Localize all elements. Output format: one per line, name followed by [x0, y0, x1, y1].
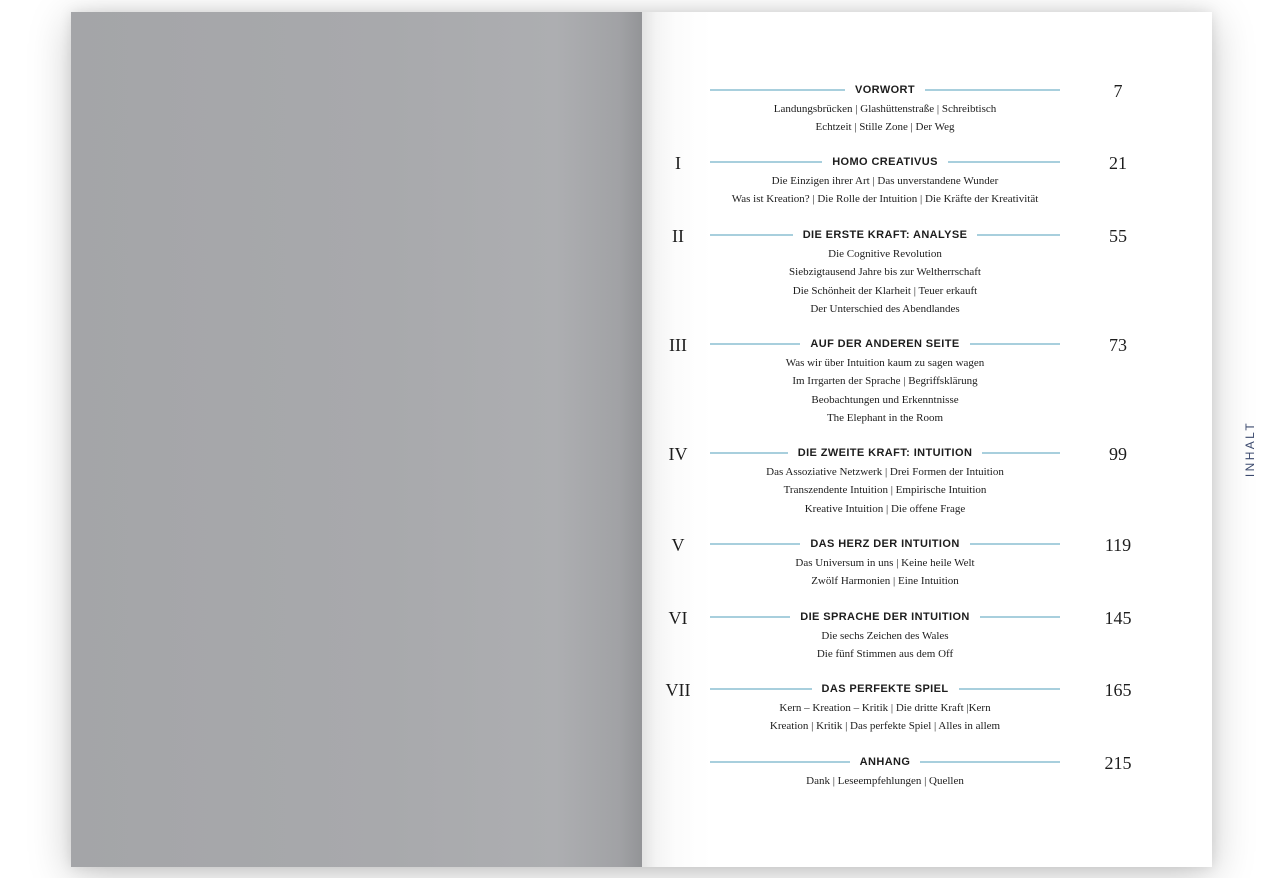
heading-rule-left [710, 343, 800, 345]
heading-rule-left [710, 688, 812, 690]
chapter-sections [710, 463, 1060, 518]
heading-rule-left [710, 761, 850, 763]
section-line: Beobachtungen und Erkenntnisse [811, 393, 959, 406]
section-line: Die Einzigen ihrer Art | Das unverstandene Wunder [771, 175, 999, 187]
chapter-heading [710, 82, 1060, 98]
chapter-title: DAS HERZ DER INTUITION [810, 538, 960, 550]
table-of-contents: VORWORT 7 Landungsbrücken | Glashüttenstraße | Schreibtisch Echtzeit | Stille Zone | Der Weg I HOMO CREATIVUS 21 Die Einzigen ihrer Art | Das unverstandene Wunder Was ist Kreation? | Die Rolle der Intuition | Die Kräfte der Kreativität II DIE ERSTE KRAFT: ANALYSE 55 Die Cognitive Revolution Siebzigtausend Jahre bis zur Weltherrschaft Die Schönheit der Klarheit | Teuer erkauft Der Unterschied des Abendlandes III AUF DER ANDEREN SEITE 73 Was wir über Intuition kaum zu sagen wagen Im Irrgarten der Sprache | Begriffsklärung Beobachtungen und Erkenntnisse The Elephant in the Room IV DIE ZWEITE KRAFT: INTUITION 99 Das Assoziative Netzwerk | Drei Formen der Intuition Transzendente Intuition | Empirische Intuition Kreative Intuition | Die offene Frage V DAS HERZ DER INTUITION 119 Das Universum in uns | Keine heile Welt Zwölf Harmonien | Eine Intuition VI DIE SPRACHE DER INTUITION 145 Die sechs Zeichen des Wales Die fünf Stimmen aus dem Off VII DAS PERFEKTE SPIEL 165 Kern – Kreation – Kritik | Die dritte Kraft |Kern Kreation | Kritik | Das perfekte Spiel | Alles in allem ANHANG 215 Dank | Leseempfehlungen | Quellen [642, 12, 1212, 867]
heading-rule-left [710, 161, 822, 163]
heading-rule-right [980, 616, 1060, 618]
section-line: Die sechs Zeichen des Wales [821, 630, 949, 642]
section-line: Kreation | Kritik | Das perfekte Spiel | Alles in allem [769, 720, 1001, 733]
section-line: Dank | Leseempfehlungen | Quellen [806, 775, 964, 787]
heading-rule-right [982, 452, 1060, 454]
chapter-heading [710, 154, 1060, 170]
section-line: Echtzeit | Stille Zone | Der Weg [815, 121, 955, 134]
section-line: Transzendente Intuition | Empirische Intuition [783, 484, 987, 497]
section-line: Das Universum in uns | Keine heile Welt [795, 557, 975, 569]
chapter-title: VORWORT [854, 84, 916, 96]
section-line: Die Cognitive Revolution [828, 248, 942, 260]
section-line: Das Assoziative Netzwerk | Drei Formen der Intuition [766, 466, 1004, 478]
chapter-heading [710, 536, 1060, 552]
heading-rule-right [977, 234, 1060, 236]
section-line: Was ist Kreation? | Die Rolle der Intuition | Die Kräfte der Kreativität [731, 193, 1039, 206]
chapter-sections [710, 354, 1060, 427]
chapter-sections [710, 772, 1060, 790]
section-line: Landungsbrücken | Glashüttenstraße | Schreibtisch [773, 103, 997, 115]
chapter-sections [710, 554, 1060, 591]
section-line: Zwölf Harmonien | Eine Intuition [811, 575, 959, 588]
heading-rule-left [710, 234, 793, 236]
section-line: Die Schönheit der Klarheit | Teuer erkauft [792, 284, 978, 297]
chapter-title: AUF DER ANDEREN SEITE [810, 338, 960, 350]
heading-rule-right [925, 89, 1060, 91]
chapter-title: DIE ZWEITE KRAFT: INTUITION [797, 447, 973, 459]
chapter-heading [710, 609, 1060, 625]
section-line: Der Unterschied des Abendlandes [810, 302, 960, 315]
section-line: Die fünf Stimmen aus dem Off [816, 648, 954, 661]
chapter-heading [710, 445, 1060, 461]
heading-rule-right [970, 343, 1060, 345]
heading-rule-left [710, 89, 845, 91]
chapter-heading [710, 681, 1060, 697]
chapter-sections [710, 699, 1060, 736]
chapter-heading [710, 227, 1060, 243]
book-spread [71, 12, 1257, 867]
chapter-title: ANHANG [859, 756, 911, 768]
chapter-heading [710, 336, 1060, 352]
section-line: Im Irrgarten der Sprache | Begriffsklärung [792, 375, 978, 388]
chapter-title: DIE SPRACHE DER INTUITION [800, 611, 970, 623]
heading-rule-right [970, 543, 1060, 545]
heading-rule-right [948, 161, 1060, 163]
heading-rule-right [920, 761, 1060, 763]
heading-rule-right [959, 688, 1061, 690]
section-line: Was wir über Intuition kaum zu sagen wagen [785, 357, 985, 369]
chapter-sections [710, 627, 1060, 664]
heading-rule-left [710, 543, 800, 545]
chapter-title: DIE ERSTE KRAFT: ANALYSE [802, 229, 968, 241]
chapter-title: HOMO CREATIVUS [832, 156, 938, 168]
chapter-heading [710, 754, 1060, 770]
section-line: Siebzigtausend Jahre bis zur Weltherrschaft [789, 266, 981, 279]
chapter-sections [710, 245, 1060, 318]
side-label-text: INHALT [1243, 420, 1257, 478]
chapter-title: DAS PERFEKTE SPIEL [821, 683, 949, 695]
section-line: Kern – Kreation – Kritik | Die dritte Kraft |Kern [779, 702, 991, 714]
heading-rule-left [710, 616, 790, 618]
right-page [642, 12, 1257, 867]
section-line: Kreative Intuition | Die offene Frage [804, 502, 966, 515]
section-line: The Elephant in the Room [826, 411, 944, 424]
heading-rule-left [710, 452, 788, 454]
chapter-sections [710, 100, 1060, 137]
left-page-blank [71, 12, 642, 867]
chapter-sections [710, 172, 1060, 209]
